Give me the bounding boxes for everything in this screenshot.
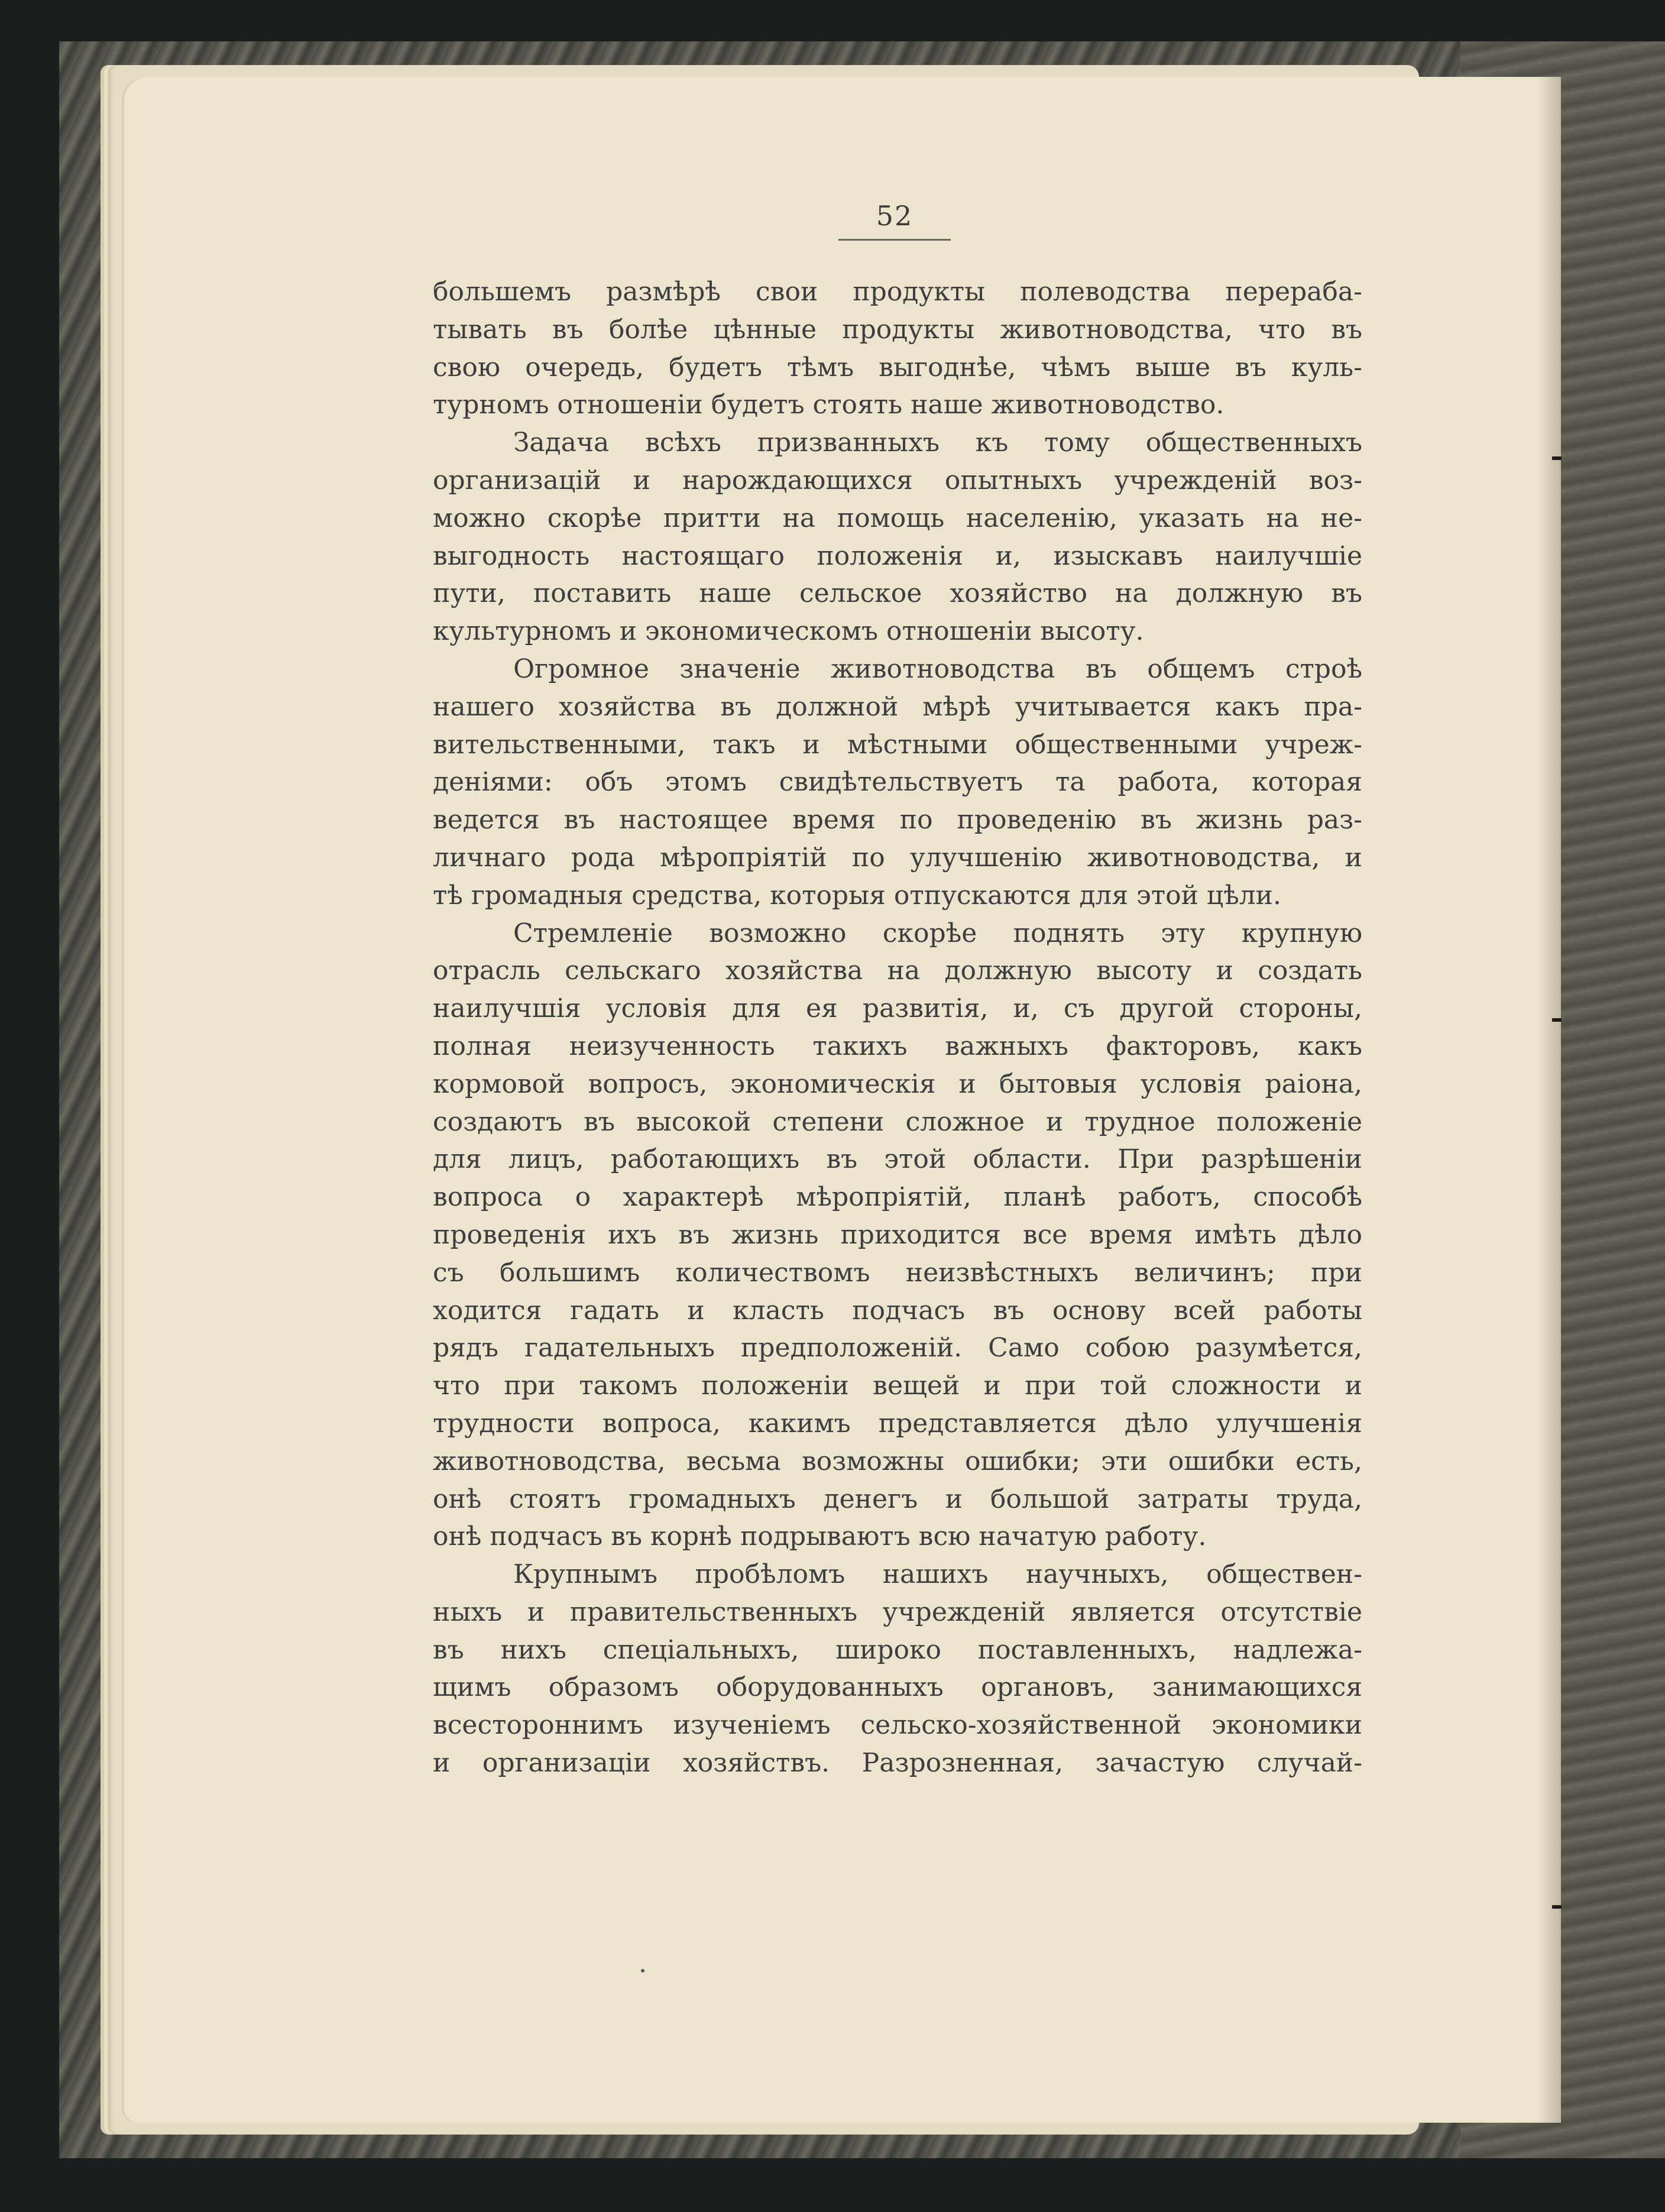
text-line: онѣ подчасъ въ корнѣ подрываютъ всю начатую работу. (433, 1521, 1207, 1552)
text-line: нашего хозяйства въ должной мѣрѣ учитывается какъ пра- (433, 691, 1362, 722)
text-line: съ большимъ количествомъ неизвѣстныхъ величинъ; при (433, 1257, 1362, 1288)
text-line: для лицъ, работающихъ въ этой области. При разрѣшенiи (433, 1144, 1362, 1175)
text-line: всестороннимъ изученiемъ сельско-хозяйственной экономики (433, 1710, 1362, 1741)
text-line: кормовой вопросъ, экономическiя и бытовыя условiя раiона, (433, 1068, 1362, 1099)
text-line: Крупнымъ пробѣломъ нашихъ научныхъ, обществен- (513, 1559, 1362, 1590)
text-line: создаютъ въ высокой степени сложное и трудное положенiе (433, 1106, 1362, 1137)
text-line: тывать въ болѣе цѣнные продукты животноводства, что въ (433, 314, 1362, 345)
text-line: онѣ стоятъ громадныхъ денегъ и большой затраты труда, (433, 1484, 1362, 1514)
text-line: въ нихъ спецiальныхъ, широко поставленныхъ, надлежа- (433, 1634, 1362, 1665)
edge-marker (1552, 1018, 1562, 1022)
ink-speck (641, 1969, 644, 1973)
body-text (433, 273, 1362, 1782)
text-line: Задача всѣхъ призванныхъ къ тому общественныхъ (513, 427, 1362, 458)
text-line: вительственными, такъ и мѣстными общественными учреж- (433, 729, 1362, 760)
text-line: щимъ образомъ оборудованныхъ органовъ, занимающихся (433, 1672, 1362, 1703)
text-line: турномъ отношенiи будетъ стоять наше животноводство. (433, 390, 1225, 420)
text-line: пути, поставить наше сельское хозяйство на должную въ (433, 578, 1362, 609)
text-line: ходится гадать и класть подчасъ въ основу всей работы (433, 1295, 1362, 1326)
edge-marker (1552, 1905, 1562, 1909)
text-line: большемъ размѣрѣ свои продукты полеводства перераба- (433, 277, 1362, 307)
text-line: Стремленiе возможно скорѣе поднять эту крупную (513, 918, 1362, 948)
text-line: что при такомъ положенiи вещей и при той сложности и (433, 1371, 1362, 1401)
text-line: личнаго рода мѣропрiятiй по улучшенiю животноводства, и (433, 842, 1362, 873)
text-line: Огромное значенiе животноводства въ общемъ строѣ (513, 653, 1362, 684)
text-line: культурномъ и экономическомъ отношенiи высоту. (433, 616, 1144, 647)
text-line: наилучшiя условiя для ея развитiя, и, съ другой стороны, (433, 993, 1362, 1024)
text-line: отрасль сельскаго хозяйства на должную высоту и создать (433, 956, 1362, 986)
text-line: трудности вопроса, какимъ представляется дѣло улучшенiя (433, 1408, 1362, 1439)
text-line: рядъ гадательныхъ предположенiй. Само собою разумѣется, (433, 1333, 1362, 1364)
text-line: тѣ громадныя средства, которыя отпускаются для этой цѣли. (433, 880, 1281, 911)
page-number: 52 (876, 200, 914, 232)
text-line: ныхъ и правительственныхъ учрежденiй является отсутствiе (433, 1596, 1362, 1627)
text-line: проведенiя ихъ въ жизнь приходится все время имѣть дѣло (433, 1219, 1362, 1250)
text-line: ведется въ настоящее время по проведенiю въ жизнь раз- (433, 805, 1362, 835)
text-line: и организацiи хозяйствъ. Разрозненная, зачастую случай- (433, 1748, 1362, 1779)
text-line: организацiй и нарождающихся опытныхъ учрежденiй воз- (433, 465, 1362, 495)
text-line: можно скорѣе притти на помощь населенiю, указать на не- (433, 503, 1362, 533)
edge-marker (1552, 456, 1562, 460)
text-line: вопроса о характерѣ мѣропрiятiй, планѣ работъ, способѣ (433, 1182, 1362, 1213)
page-number-rule (838, 239, 951, 241)
text-line: выгодность настоящаго положенiя и, изыскавъ наилучшiе (433, 540, 1362, 571)
text-line: свою очередь, будетъ тѣмъ выгоднѣе, чѣмъ выше въ куль- (433, 352, 1362, 383)
text-line: денiями: объ этомъ свидѣтельствуетъ та работа, которая (433, 767, 1362, 798)
text-line: полная неизученность такихъ важныхъ факторовъ, какъ (433, 1031, 1362, 1061)
text-line: животноводства, весьма возможны ошибки; эти ошибки есть, (433, 1446, 1362, 1476)
